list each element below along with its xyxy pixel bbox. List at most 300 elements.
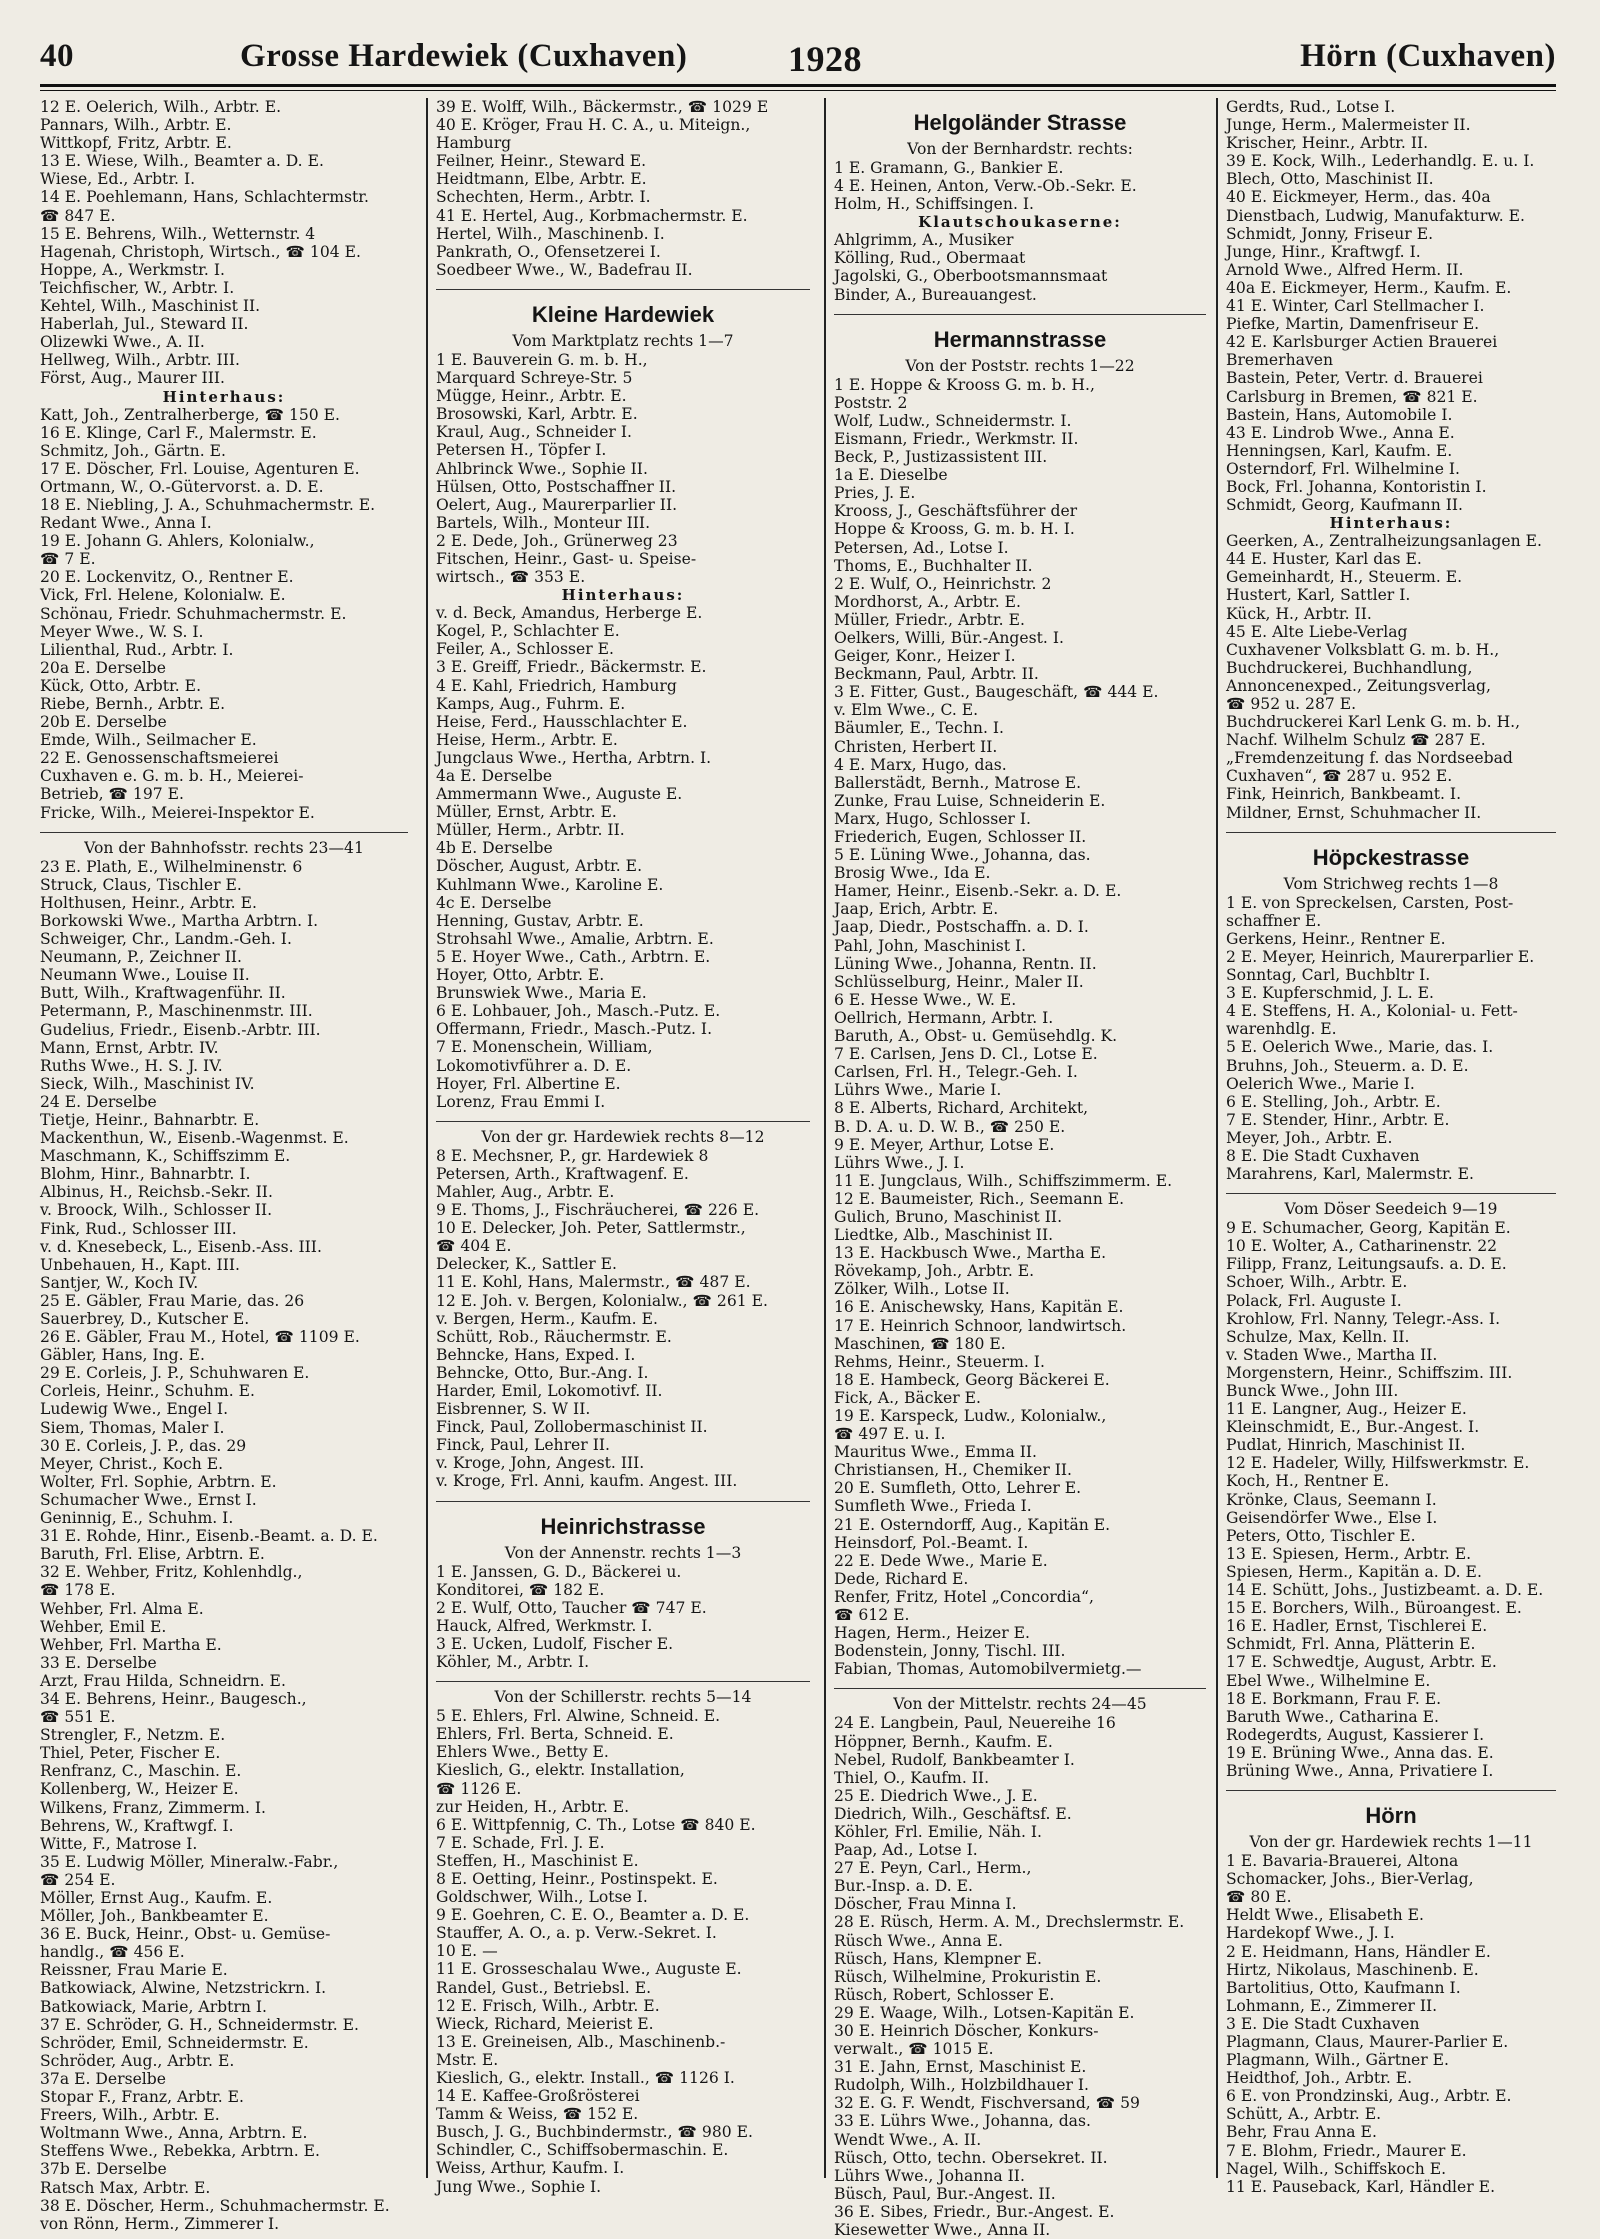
- directory-entry: Buchdruckerei Karl Lenk G. m. b. H.,: [1226, 713, 1521, 732]
- directory-entry: 6 E. Lohbauer, Joh., Masch.-Putz. E.: [436, 1002, 721, 1021]
- directory-entry: Buchdruckerei, Buchhandlung,: [1226, 658, 1473, 677]
- directory-entry: 11 E. Pauseback, Karl, Händler E.: [1226, 2177, 1496, 2196]
- directory-entry: Teichfischer, W., Arbtr. I.: [40, 278, 235, 297]
- directory-entry: 2 E. Wulf, O., Heinrichstr. 2: [834, 574, 1052, 593]
- directory-entry: Hoppe, A., Werkmstr. I.: [40, 260, 225, 279]
- street-heading: Höpckestrasse: [1312, 844, 1470, 870]
- directory-entry: Geninnig, E., Schuhm. I.: [40, 1509, 234, 1528]
- directory-entry: Zölker, Wilh., Lotse II.: [834, 1280, 1010, 1299]
- directory-entry: 7 E. Schade, Frl. J. E.: [436, 1833, 605, 1852]
- header-rule-thin: [40, 90, 1556, 91]
- directory-entry: Wilkens, Franz, Zimmerm. I.: [40, 1798, 267, 1817]
- directory-entry: Möller, Joh., Bankbeamter E.: [40, 1907, 269, 1926]
- directory-entry: Junge, Herm., Malermeister II.: [1226, 116, 1471, 135]
- directory-entry: 15 E. Borchers, Wilh., Büroangest. E.: [1226, 1599, 1522, 1618]
- directory-entry: Bunck Wwe., John III.: [1226, 1382, 1399, 1400]
- directory-entry: 37b E. Derselbe: [40, 2160, 167, 2179]
- directory-entry: 31 E. Jahn, Ernst, Maschinist E.: [834, 2058, 1087, 2077]
- directory-entry: Hagenah, Christoph, Wirtsch., ☎ 104 E.: [40, 242, 361, 261]
- directory-entry: Hamburg: [436, 134, 512, 153]
- directory-entry: 40 E. Eickmeyer, Herm., das. 40a: [1226, 188, 1491, 207]
- directory-entry: Baruth, A., Obst- u. Gemüsehdlg. K.: [834, 1027, 1118, 1046]
- directory-entry: zur Heiden, H., Arbtr. E.: [436, 1797, 630, 1816]
- directory-entry: „Fremdenzeitung f. das Nordseebad: [1226, 749, 1513, 768]
- directory-entry: handlg., ☎ 456 E.: [40, 1943, 185, 1962]
- directory-entry: Stauffer, A. O., a. p. Verw.-Sekret. I.: [436, 1924, 717, 1943]
- directory-entry: Redant Wwe., Anna I.: [40, 514, 212, 533]
- directory-entry: 38 E. Döscher, Herm., Schuhmachermstr. E.: [40, 2196, 390, 2215]
- directory-entry: Junge, Hinr., Kraftwgf. I.: [1226, 242, 1421, 261]
- directory-entry: Köhler, M., Arbtr. I.: [436, 1653, 590, 1672]
- directory-entry: Wehber, Emil E.: [40, 1617, 167, 1636]
- directory-entry: Friederich, Eugen, Schlosser II.: [834, 828, 1087, 846]
- directory-entry: 10 E. Delecker, Joh. Peter, Sattlermstr.,: [436, 1219, 746, 1238]
- directory-entry: Fink, Rud., Schlosser III.: [40, 1219, 237, 1238]
- directory-entry: 22 E. Genossenschaftsmeierei: [40, 749, 279, 768]
- street-range-note: Von der Poststr. rechts 1—22: [905, 356, 1135, 375]
- directory-entry: Hoppe & Krooss, G. m. b. H. I.: [834, 520, 1075, 539]
- directory-entry: ☎ 1126 E.: [436, 1779, 522, 1798]
- column-divider: [1216, 98, 1218, 2178]
- directory-entry: Kuhlmann Wwe., Karoline E.: [436, 875, 664, 894]
- page-number: 40: [40, 38, 74, 74]
- directory-entry: 20b E. Derselbe: [40, 713, 167, 732]
- directory-entry: 7 E. Monenschein, William,: [436, 1038, 653, 1057]
- directory-entry: Diedrich, Wilh., Geschäftsf. E.: [834, 1804, 1072, 1823]
- directory-entry: Steffens Wwe., Rebekka, Arbtrn. E.: [40, 2142, 320, 2161]
- directory-entry: 2 E. Meyer, Heinrich, Maurerparlier E.: [1226, 947, 1535, 966]
- directory-entry: 19 E. Karspeck, Ludw., Kolonialw.,: [834, 1407, 1107, 1425]
- directory-entry: ☎ 178 E.: [40, 1581, 116, 1600]
- year-title: 1928: [788, 39, 862, 79]
- directory-entry: Plagmann, Claus, Maurer-Parlier E.: [1226, 2033, 1509, 2051]
- directory-entry: ☎ 847 E.: [40, 206, 116, 225]
- directory-entry: Bastein, Peter, Vertr. d. Brauerei: [1226, 369, 1483, 388]
- directory-entry: 10 E. Wolter, A., Catharinenstr. 22: [1226, 1237, 1498, 1256]
- directory-entry: Jungclaus Wwe., Hertha, Arbtrn. I.: [436, 748, 712, 767]
- directory-entry: 6 E. Hesse Wwe., W. E.: [834, 990, 1017, 1009]
- directory-entry: Schoer, Wilh., Arbtr. E.: [1226, 1273, 1408, 1292]
- column-2: [436, 98, 810, 2196]
- directory-entry: Krönke, Claus, Seemann I.: [1226, 1490, 1437, 1509]
- directory-entry: Pudlat, Hinrich, Maschinist II.: [1226, 1436, 1466, 1455]
- directory-entry: Ehlers, Frl. Berta, Schneid. E.: [436, 1725, 674, 1744]
- directory-entry: 12 E. Oelerich, Wilh., Arbtr. E.: [40, 98, 282, 116]
- directory-entry: Bodenstein, Jonny, Tischl. III.: [834, 1642, 1066, 1661]
- directory-entry: Katt, Joh., Zentralherberge, ☎ 150 E.: [40, 405, 341, 424]
- directory-entry: Santjer, W., Koch IV.: [40, 1273, 199, 1292]
- directory-entry: 40 E. Kröger, Frau H. C. A., u. Miteign.,: [436, 116, 751, 135]
- directory-entry: Rüsch Wwe., Anna E.: [834, 1931, 1003, 1950]
- directory-entry: ☎ 612 E.: [834, 1606, 910, 1625]
- directory-entry: Kehtel, Wilh., Maschinist II.: [40, 297, 261, 316]
- directory-entry: Müller, Herm., Arbtr. II.: [436, 821, 625, 840]
- directory-entry: Höppner, Bernh., Kaufm. E.: [834, 1732, 1053, 1751]
- directory-entry: 9 E. Meyer, Arthur, Lotse E.: [834, 1135, 1055, 1154]
- directory-entry: Wieck, Richard, Meierist E.: [436, 2014, 654, 2033]
- directory-entry: Renfer, Fritz, Hotel „Concordia“,: [834, 1587, 1094, 1606]
- directory-entry: Marquard Schreye-Str. 5: [436, 369, 633, 388]
- street-heading: Hermannstrasse: [933, 326, 1107, 352]
- directory-entry: Heldt Wwe., Elisabeth E.: [1226, 1906, 1424, 1925]
- directory-entry: Kieslich, G., elektr. Install., ☎ 1126 I.: [436, 2069, 735, 2087]
- directory-entry: Schweiger, Chr., Landm.-Geh. I.: [40, 930, 292, 949]
- directory-entry: Henningsen, Karl, Kaufm. E.: [1226, 441, 1453, 460]
- directory-entry: Oelerich Wwe., Marie I.: [1226, 1074, 1415, 1093]
- directory-entry: Oellrich, Hermann, Arbtr. I.: [834, 1008, 1054, 1027]
- directory-entry: 9 E. Goehren, C. E. O., Beamter a. D. E.: [436, 1906, 750, 1925]
- directory-entry: Soedbeer Wwe., W., Badefrau II.: [436, 260, 693, 279]
- directory-entry: 18 E. Hambeck, Georg Bäckerei E.: [834, 1370, 1110, 1389]
- directory-entry: Offermann, Friedr., Masch.-Putz. I.: [436, 1020, 713, 1039]
- directory-entry: Heidthof, Joh., Arbtr. E.: [1226, 2069, 1413, 2088]
- directory-entry: Cuxhaven“, ☎ 287 u. 952 E.: [1226, 767, 1453, 786]
- directory-entry: v. Kroge, John, Angest. III.: [436, 1454, 645, 1473]
- directory-entry: Marahrens, Karl, Malermstr. E.: [1226, 1165, 1474, 1184]
- directory-entry: Corleis, Heinr., Schuhm. E.: [40, 1382, 255, 1401]
- directory-entry: Meyer, Joh., Arbtr. E.: [1226, 1128, 1393, 1147]
- directory-entry: Ammermann Wwe., Auguste E.: [436, 785, 683, 804]
- directory-entry: Christen, Herbert II.: [834, 737, 998, 756]
- directory-entry: Schröder, Emil, Schneidermstr. E.: [40, 2033, 309, 2052]
- directory-entry: Reissner, Frau Marie E.: [40, 1961, 228, 1980]
- directory-entry: Kollenberg, W., Heizer E.: [40, 1780, 239, 1799]
- directory-entry: Feiler, A., Schlosser E.: [436, 640, 615, 659]
- directory-entry: 40a E. Eickmeyer, Herm., Kaufm. E.: [1226, 278, 1512, 297]
- directory-entry: Kück, H., Arbtr. II.: [1226, 604, 1372, 623]
- directory-entry: Brosig Wwe., Ida E.: [834, 864, 991, 883]
- directory-entry: Rehms, Heinr., Steuerm. I.: [834, 1352, 1045, 1371]
- directory-entry: Gemeinhardt, H., Steuerm. E.: [1226, 568, 1463, 587]
- directory-entry: Rüsch, Wilhelmine, Prokuristin E.: [834, 1967, 1102, 1986]
- directory-entry: v. Staden Wwe., Martha II.: [1226, 1345, 1438, 1364]
- directory-entry: Bastein, Hans, Automobile I.: [1226, 405, 1453, 424]
- directory-entry: Wolf, Ludw., Schneidermstr. I.: [834, 411, 1072, 430]
- directory-entry: Krohlow, Frl. Nanny, Telegr.-Ass. I.: [1226, 1309, 1501, 1328]
- directory-entry: 42 E. Karlsburger Actien Brauerei: [1226, 333, 1498, 352]
- directory-entry: Krooss, J., Geschäftsführer der: [834, 502, 1078, 521]
- directory-entry: 27 E. Peyn, Carl., Herm.,: [834, 1859, 1032, 1878]
- directory-entry: Ebel Wwe., Wilhelmine E.: [1226, 1671, 1431, 1690]
- section-divider: [834, 314, 1206, 315]
- directory-entry: Krischer, Heinr., Arbtr. II.: [1226, 134, 1429, 153]
- directory-entry: Gudelius, Friedr., Eisenb.-Arbtr. III.: [40, 1020, 321, 1039]
- directory-entry: Lüning Wwe., Johanna, Rentn. II.: [834, 954, 1097, 973]
- directory-entry: Baruth Wwe., Catharina E.: [1226, 1707, 1439, 1726]
- directory-entry: 33 E. Lührs Wwe., Johanna, das.: [834, 2112, 1091, 2131]
- directory-entry: Woltmann Wwe., Anna, Arbtrn. E.: [40, 2124, 308, 2143]
- directory-entry: 4 E. Steffens, H. A., Kolonial- u. Fett-: [1226, 1002, 1518, 1021]
- directory-entry: Goldschwer, Wilh., Lotse I.: [436, 1888, 648, 1907]
- directory-entry: Strohsahl Wwe., Amalie, Arbtrn. E.: [436, 929, 714, 948]
- directory-entry: Wehber, Frl. Martha E.: [40, 1635, 222, 1654]
- street-range-note: Von der Annenstr. rechts 1—3: [504, 1543, 742, 1562]
- directory-entry: 4c E. Derselbe: [436, 893, 552, 912]
- section-divider: [1226, 832, 1556, 833]
- directory-entry: 29 E. Corleis, J. P., Schuhwaren E.: [40, 1364, 310, 1383]
- directory-entry: 45 E. Alte Liebe-Verlag: [1226, 622, 1408, 641]
- street-heading: Hörn: [1365, 1803, 1417, 1829]
- directory-entry: Jaap, Diedr., Postschaffn. a. D. I.: [834, 918, 1089, 937]
- directory-entry: Schlüsselburg, Heinr., Maler II.: [834, 972, 1084, 991]
- directory-entry: Petermann, P., Maschinenmstr. III.: [40, 1002, 313, 1021]
- directory-entry: Ahlgrimm, A., Musiker: [834, 231, 1014, 250]
- directory-entry: Lührs Wwe., J. I.: [834, 1153, 965, 1172]
- directory-entry: Henning, Gustav, Arbtr. E.: [436, 911, 644, 930]
- street-range-note: Vom Marktplatz rechts 1—7: [512, 331, 734, 350]
- directory-entry: Binder, A., Bureauangest.: [834, 285, 1037, 304]
- directory-entry: B. D. A. u. D. W. B., ☎ 250 E.: [834, 1117, 1066, 1136]
- directory-entry: 7 E. Carlsen, Jens D. Cl., Lotse E.: [834, 1045, 1098, 1064]
- directory-entry: 3 E. Ucken, Ludolf, Fischer E.: [436, 1634, 674, 1653]
- street-heading: Kleine Hardewiek: [531, 301, 715, 327]
- directory-entry: Hertel, Wilh., Maschinenb. I.: [436, 224, 665, 243]
- directory-entry: Bock, Frl. Johanna, Kontoristin I.: [1226, 477, 1487, 496]
- directory-entry: Lohmann, E., Zimmerer II.: [1226, 1996, 1438, 2015]
- directory-entry: 10 E. —: [436, 1942, 498, 1961]
- directory-entry: 8 E. Mechsner, P., gr. Hardewiek 8: [436, 1146, 709, 1165]
- directory-entry: Holthusen, Heinr., Arbtr. E.: [40, 893, 257, 912]
- directory-entry: 5 E. Ehlers, Frl. Alwine, Schneid. E.: [436, 1707, 721, 1726]
- directory-entry: 23 E. Plath, E., Wilhelminenstr. 6: [40, 857, 303, 876]
- directory-entry: 3 E. Greiff, Friedr., Bäckermstr. E.: [436, 658, 707, 677]
- section-divider: [1226, 1193, 1556, 1194]
- subsection-label: Hinterhaus:: [1329, 514, 1453, 533]
- directory-entry: Behncke, Otto, Bur.-Ang. I.: [436, 1363, 649, 1382]
- directory-entry: Ortmann, W., O.-Gütervorst. a. D. E.: [40, 477, 324, 496]
- directory-entry: Schumacher Wwe., Ernst I.: [40, 1490, 257, 1509]
- directory-entry: Cuxhaven e. G. m. b. H., Meierei-: [40, 767, 304, 786]
- directory-entry: Unbehauen, H., Kapt. III.: [40, 1255, 240, 1274]
- directory-entry: Bartolitius, Otto, Kaufmann I.: [1226, 1978, 1461, 1997]
- street-range-note: Von der Bernhardstr. rechts:: [907, 140, 1133, 158]
- directory-entry: Ruths Wwe., H. S. J. IV.: [40, 1056, 223, 1075]
- directory-entry: 14 E. Schütt, Johs., Justizbeamt. a. D. E.: [1226, 1581, 1544, 1600]
- directory-entry: Rüsch, Hans, Klempner E.: [834, 1949, 1042, 1968]
- directory-entry: Mordhorst, A., Arbtr. E.: [834, 592, 1021, 611]
- directory-entry: Kieslich, G., elektr. Installation,: [436, 1761, 685, 1780]
- directory-entry: Batkowiack, Alwine, Netzstrickrn. I.: [40, 1979, 327, 1998]
- directory-entry: 11 E. Kohl, Hans, Malermstr., ☎ 487 E.: [436, 1273, 751, 1292]
- section-divider: [40, 832, 408, 833]
- directory-entry: Hülsen, Otto, Postschaffner II.: [436, 477, 677, 496]
- directory-entry: Bremerhaven: [1226, 351, 1334, 370]
- directory-entry: Jaap, Erich, Arbtr. E.: [834, 900, 999, 919]
- subsection-label: Klautschoukaserne:: [918, 213, 1122, 232]
- directory-entry: Schulze, Max, Kelln. II.: [1226, 1327, 1410, 1346]
- directory-entry: Strengler, F., Netzm. E.: [40, 1726, 226, 1745]
- directory-entry: 1 E. von Spreckelsen, Carsten, Post-: [1226, 893, 1514, 912]
- directory-entry: 5 E. Lüning Wwe., Johanna, das.: [834, 846, 1091, 865]
- directory-entry: Steffen, H., Maschinist E.: [436, 1851, 639, 1870]
- directory-entry: 37a E. Derselbe: [40, 2069, 167, 2088]
- directory-entry: Schomacker, Johs., Bier-Verlag,: [1226, 1870, 1474, 1889]
- directory-entry: 9 E. Thoms, J., Fischräucherei, ☎ 226 E.: [436, 1201, 760, 1220]
- directory-entry: Heidtmann, Elbe, Arbtr. E.: [436, 170, 647, 189]
- directory-entry: Mauritus Wwe., Emma II.: [834, 1443, 1037, 1462]
- directory-entry: 4 E. Kahl, Friedrich, Hamburg: [436, 676, 677, 695]
- directory-entry: Beckmann, Paul, Arbtr. II.: [834, 665, 1039, 684]
- directory-entry: 20 E. Lockenvitz, O., Rentner E.: [40, 568, 294, 587]
- directory-entry: Blech, Otto, Maschinist II.: [1226, 170, 1434, 189]
- directory-entry: Holm, H., Schiffsingen. I.: [834, 195, 1034, 214]
- directory-entry: Lorenz, Frau Emmi I.: [436, 1092, 606, 1111]
- street-range-note: Von der Schillerstr. rechts 5—14: [494, 1688, 752, 1707]
- directory-entry: Hardekopf Wwe., J. I.: [1226, 1924, 1395, 1943]
- directory-entry: warenhdlg. E.: [1226, 1020, 1337, 1039]
- directory-entry: Kölling, Rud., Obermaat: [834, 249, 1026, 268]
- directory-entry: 16 E. Anischewsky, Hans, Kapitän E.: [834, 1298, 1124, 1317]
- header-rule: [40, 84, 1556, 87]
- directory-entry: 18 E. Borkmann, Frau F. E.: [1226, 1689, 1442, 1708]
- directory-entry: 11 E. Langner, Aug., Heizer E.: [1226, 1400, 1467, 1419]
- section-divider: [436, 289, 810, 290]
- directory-entry: Filipp, Franz, Leitungsaufs. a. D. E.: [1226, 1255, 1507, 1274]
- directory-entry: Behr, Frau Anna E.: [1226, 2123, 1377, 2142]
- directory-entry: Osterndorf, Frl. Wilhelmine I.: [1226, 459, 1461, 478]
- directory-entry: 14 E. Kaffee-Großrösterei: [436, 2087, 640, 2106]
- section-divider: [436, 1681, 810, 1682]
- directory-entry: Eismann, Friedr., Werkmstr. II.: [834, 429, 1079, 448]
- directory-entry: Nagel, Wilh., Schiffskoch E.: [1226, 2159, 1447, 2178]
- directory-entry: Hustert, Karl, Sattler I.: [1226, 586, 1411, 605]
- directory-entry: 5 E. Hoyer Wwe., Cath., Arbtrn. E.: [436, 947, 711, 966]
- directory-entry: Geisendörfer Wwe., Else I.: [1226, 1508, 1438, 1527]
- directory-entry: Zunke, Frau Luise, Schneiderin E.: [834, 791, 1106, 810]
- directory-entry: Petersen, Ad., Lotse I.: [834, 538, 1009, 557]
- directory-entry: 20a E. Derselbe: [40, 658, 167, 677]
- directory-entry: Mann, Ernst, Arbtr. IV.: [40, 1038, 219, 1057]
- directory-entry: Fitschen, Heinr., Gast- u. Speise-: [436, 549, 697, 568]
- directory-entry: Randel, Gust., Betriebsl. E.: [436, 1978, 652, 1997]
- directory-entry: Kraul, Aug., Schneider I.: [436, 423, 632, 442]
- column-4: [1226, 98, 1556, 2196]
- directory-entry: 8 E. Alberts, Richard, Architekt,: [834, 1099, 1089, 1118]
- directory-entry: ☎ 497 E. u. I.: [834, 1425, 946, 1444]
- directory-entry: 32 E. Wehber, Fritz, Kohlenhdlg.,: [40, 1563, 303, 1582]
- directory-entry: 12 E. Baumeister, Rich., Seemann E.: [834, 1189, 1125, 1208]
- directory-entry: Sumfleth Wwe., Frieda I.: [834, 1497, 1032, 1516]
- directory-entry: Bartels, Wilh., Monteur III.: [436, 513, 651, 532]
- directory-entry: 19 E. Johann G. Ahlers, Kolonialw.,: [40, 532, 315, 551]
- directory-entry: Lilienthal, Rud., Arbtr. I.: [40, 640, 234, 659]
- directory-entry: Peters, Otto, Tischler E.: [1226, 1526, 1416, 1545]
- directory-entry: wirtsch., ☎ 353 E.: [436, 568, 586, 587]
- directory-entry: ☎ 7 E.: [40, 550, 96, 569]
- section-divider: [834, 1688, 1206, 1689]
- directory-entry: ☎ 952 u. 287 E.: [1226, 695, 1357, 713]
- directory-entry: Harder, Emil, Lokomotivf. II.: [436, 1382, 663, 1400]
- street-range-note: Von der Bahnhofsstr. rechts 23—41: [84, 838, 364, 857]
- directory-entry: Finck, Paul, Lehrer II.: [436, 1436, 610, 1455]
- directory-entry: Ratsch Max, Arbtr. E.: [40, 2178, 211, 2197]
- directory-entry: Ehlers Wwe., Betty E.: [436, 1743, 609, 1762]
- directory-entry: 4 E. Heinen, Anton, Verw.-Ob.-Sekr. E.: [834, 177, 1137, 196]
- directory-entry: Sonntag, Carl, Buchbltr I.: [1226, 966, 1431, 985]
- directory-entry: Gerkens, Heinr., Rentner E.: [1226, 929, 1446, 948]
- directory-entry: Hellweg, Wilh., Arbtr. III.: [40, 351, 240, 370]
- directory-entry: Brüning Wwe., Anna, Privatiere I.: [1226, 1761, 1494, 1780]
- directory-entry: v. Bergen, Herm., Kaufm. E.: [436, 1309, 658, 1328]
- directory-entry: Struck, Claus, Tischler E.: [40, 875, 242, 894]
- left-running-title: Grosse Hardewiek (Cuxhaven): [240, 38, 688, 74]
- directory-entry: Butt, Wilh., Kraftwagenführ. II.: [40, 984, 286, 1003]
- directory-entry: 11 E. Grosseschalau Wwe., Auguste E.: [436, 1960, 742, 1979]
- directory-entry: Gerdts, Rud., Lotse I.: [1226, 98, 1396, 116]
- directory-entry: Vick, Frl. Helene, Kolonialw. E.: [40, 586, 286, 605]
- directory-entry: Fabian, Thomas, Automobilvermietg.—: [834, 1660, 1142, 1679]
- directory-entry: 12 E. Hadeler, Willy, Hilfswerkmstr. E.: [1226, 1454, 1530, 1473]
- directory-entry: Tietje, Heinr., Bahnarbtr. E.: [40, 1110, 260, 1129]
- directory-entry: Pankrath, O., Ofensetzerei I.: [436, 242, 661, 261]
- directory-entry: Schmitz, Joh., Gärtn. E.: [40, 441, 226, 460]
- directory-entry: 18 E. Niebling, J. A., Schuhmachermstr. E.: [40, 495, 376, 514]
- directory-entry: Haberlah, Jul., Steward II.: [40, 315, 249, 334]
- page-header: [40, 38, 1556, 78]
- directory-entry: 6 E. Wittpfennig, C. Th., Lotse ☎ 840 E.: [436, 1815, 756, 1834]
- directory-entry: Polack, Frl. Auguste I.: [1226, 1291, 1402, 1310]
- street-heading: Helgoländer Strasse: [913, 110, 1127, 135]
- directory-entry: Sieck, Wilh., Maschinist IV.: [40, 1074, 255, 1093]
- directory-entry: 6 E. Stelling, Joh., Arbtr. E.: [1226, 1092, 1441, 1111]
- directory-entry: Mildner, Ernst, Schuhmacher II.: [1226, 803, 1482, 822]
- directory-entry: 43 E. Lindrob Wwe., Anna E.: [1226, 423, 1455, 442]
- directory-entry: 21 E. Osterndorff, Aug., Kapitän E.: [834, 1515, 1111, 1534]
- directory-entry: ☎ 80 E.: [1226, 1888, 1292, 1907]
- street-range-note: Von der gr. Hardewiek rechts 1—11: [1249, 1833, 1533, 1852]
- directory-entry: 9 E. Schumacher, Georg, Kapitän E.: [1226, 1219, 1511, 1238]
- directory-entry: Witte, F., Matrose I.: [40, 1834, 198, 1853]
- directory-entry: Oelert, Aug., Maurerparlier II.: [436, 495, 678, 514]
- directory-entry: Paap, Ad., Lotse I.: [834, 1841, 978, 1860]
- column-divider: [824, 98, 826, 2178]
- directory-entry: Hoyer, Frl. Albertine E.: [436, 1074, 621, 1093]
- directory-entry: Weiss, Arthur, Kaufm. I.: [436, 2159, 625, 2178]
- column-divider: [426, 98, 428, 2178]
- directory-entry: Büsch, Paul, Bur.-Angest. II.: [834, 2184, 1056, 2203]
- directory-entry: Heise, Herm., Arbtr. E.: [436, 730, 618, 749]
- directory-entry: Rövekamp, Joh., Arbtr. E.: [834, 1262, 1035, 1281]
- subsection-label: Hinterhaus:: [561, 586, 685, 605]
- directory-entry: Fink, Heinrich, Bankbeamt. I.: [1226, 785, 1462, 804]
- directory-entry: Arzt, Frau Hilda, Schneidrn. E.: [40, 1671, 286, 1690]
- directory-entry: Schütt, A., Arbtr. E.: [1226, 2105, 1382, 2124]
- directory-entry: 16 E. Hadler, Ernst, Tischlerei E.: [1226, 1617, 1488, 1636]
- directory-entry: Meyer, Christ., Koch E.: [40, 1454, 224, 1473]
- street-range-note: Von der gr. Hardewiek rechts 8—12: [481, 1127, 765, 1146]
- directory-entry: 2 E. Heidmann, Hans, Händler E.: [1226, 1942, 1491, 1961]
- directory-entry: Mackenthun, W., Eisenb.-Wagenmst. E.: [40, 1129, 349, 1148]
- subsection-label: Hinterhaus:: [162, 387, 286, 406]
- directory-entry: Mahler, Aug., Arbtr. E.: [436, 1182, 615, 1201]
- directory-entry: 3 E. Fitter, Gust., Baugeschäft, ☎ 444 E.: [834, 683, 1159, 702]
- directory-entry: 36 E. Sibes, Friedr., Bur.-Angest. E.: [834, 2202, 1115, 2221]
- directory-entry: 24 E. Langbein, Paul, Neuereihe 16: [834, 1714, 1116, 1733]
- directory-entry: Rüsch, Robert, Schlosser E.: [834, 1985, 1055, 2004]
- directory-entry: Carlsburg in Bremen, ☎ 821 E.: [1226, 387, 1478, 406]
- directory-entry: Döscher, August, Arbtr. E.: [436, 857, 643, 876]
- directory-entry: Lokomotivführer a. D. E.: [436, 1056, 632, 1075]
- directory-entry: Baruth, Frl. Elise, Arbtrn. E.: [40, 1545, 265, 1564]
- directory-entry: 19 E. Brüning Wwe., Anna das. E.: [1226, 1743, 1494, 1762]
- directory-entry: Busch, J. G., Buchbindermstr., ☎ 980 E.: [436, 2123, 753, 2142]
- directory-entry: Albinus, H., Reichsb.-Sekr. II.: [40, 1183, 273, 1202]
- directory-entry: Hamer, Heinr., Eisenb.-Sekr. a. D. E.: [834, 882, 1122, 901]
- directory-entry: 3 E. Die Stadt Cuxhaven: [1226, 2014, 1420, 2033]
- directory-entry: Piefke, Martin, Damenfriseur E.: [1226, 315, 1480, 334]
- directory-entry: 1 E. Bavaria-Brauerei, Altona: [1226, 1852, 1459, 1871]
- directory-entry: Morgenstern, Heinr., Schiffszim. III.: [1226, 1363, 1513, 1382]
